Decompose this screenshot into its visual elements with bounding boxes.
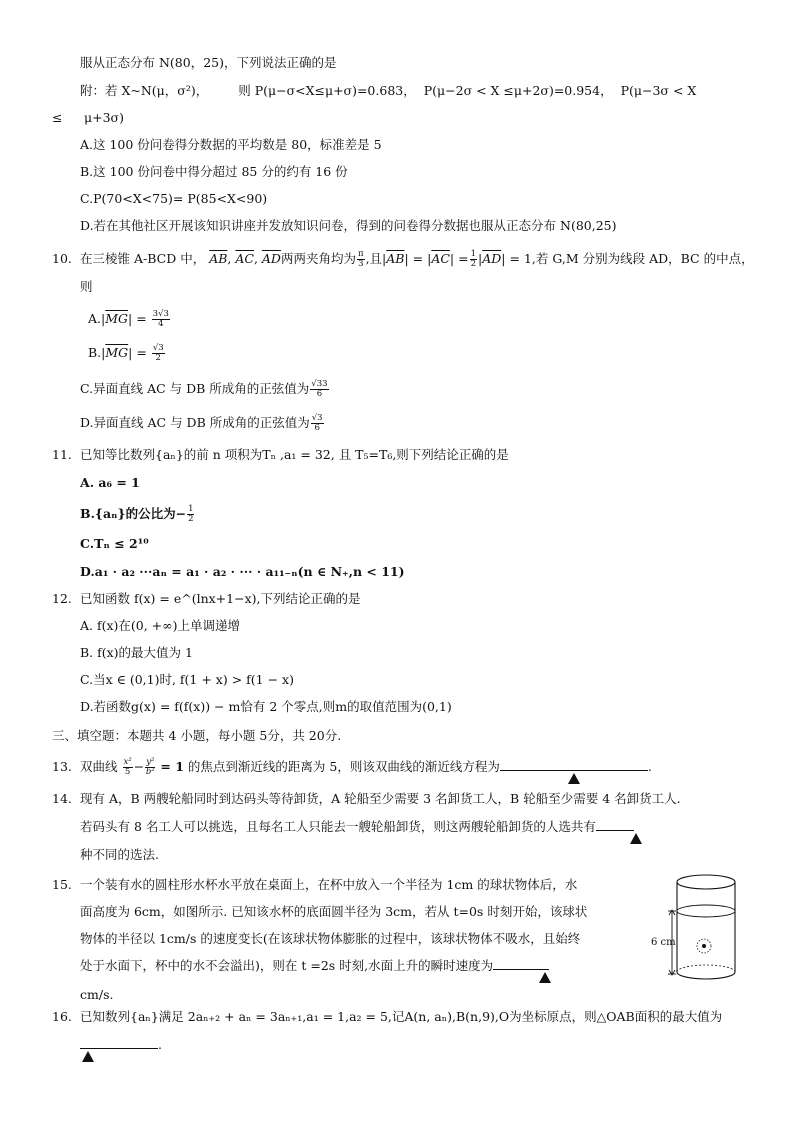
q12-stem: 已知函数 f(x) = e^(lnx+1−x),下列结论正确的是 [80,591,361,606]
q9-note-cont: μ+3σ) [84,110,124,125]
vector-ad: $\overline{AD}$ [261,251,281,266]
q10-stem: 在三棱锥 A-BCD 中， $\overline{AB}$, $\overline{AC}$, $\overline{AD}$两两夹角均为 $\frac{\pi}{3}$ ,且$|\overline{AB}| = |\overline{AC}|$ = $\frac{1}{2}$ $|\overline{AD}| = 1$,若 G,M 分别为线段 AD，BC 的中点， [80,249,754,269]
q9-option-d: D.若在其他社区开展该知识讲座并发放知识问卷，得到的问卷得分数据也服从正态分布 N(80,25) [80,218,617,233]
vector-ab: $\overline{AB}$ [209,251,228,266]
q11-option-a: A. a₆ = 1 [80,475,140,490]
q11-number: 11. [52,447,72,462]
q15-line3: 物体的半径以 1cm/s 的速度变长(在该球状物体膨胀的过程中，该球状物体不吸水，且始终 [80,931,581,946]
q10-option-a: $A.|\overline{MG}|$ = $\frac{3√3}{4}$ [88,309,169,329]
section-heading: 三、填空题：本题共 4 小题，每小题 5分，共 20分. [52,728,342,743]
q9-option-b: B.这 100 份问卷中得分超过 85 分的约有 16 份 [80,164,348,179]
q16-line2: . [80,1036,162,1054]
q13-number: 13. [52,759,72,774]
q11-option-c: C.Tₙ ≤ 2¹⁰ [80,536,149,551]
q14-number: 14. [52,791,72,806]
q9-note: 附：若 X~N(μ，σ²)， 则 P(μ−σ<X≤μ+σ)=0.683， P(μ−2σ < X ≤μ+2σ)=0.954， P(μ−3σ < X [80,83,697,98]
q16-answer-blank [80,1048,158,1049]
figure-height-label: 6 cm [651,937,676,948]
q10-option-c: C.异面直线 AC 与 DB 所成角的正弦值为 $\frac{√33}{6}$ [80,379,328,399]
q13-stem: 双曲线 $\frac{\text{x²}}{5}$ − $\frac{\text{y²}}{\text{b²}}$ = 1 的焦点到渐近线的距离为 5，则该双曲线的渐近线方程为 . [80,758,652,777]
q12-number: 12. [52,591,72,606]
q15-line5: cm/s. [80,987,114,1002]
q10-then: 则 [80,279,93,294]
q12-option-c: C.当x ∈ (0,1)时, f(1 + x) > f(1 − x) [80,672,294,687]
q12-option-b: B. f(x)的最大值为 1 [80,645,193,660]
vector-ac: $\overline{AC}$ [235,251,254,266]
q9-option-a: A.这 100 份问卷得分数据的平均数是 80，标准差是 5 [80,137,382,152]
q10-number: 10. [52,251,72,266]
q15-line2: 面高度为 6cm，如图所示. 已知该水杯的底面圆半径为 3cm，若从 t=0s 时刻开始，该球状 [80,904,588,919]
triangle-marker-icon [630,833,642,844]
q14-answer-blank [596,830,634,831]
triangle-marker-icon [568,773,580,784]
q10-option-d: D.异面直线 AC 与 DB 所成角的正弦值为 $\frac{√3}{6}$ [80,413,323,433]
q15-line4: 处于水面下，杯中的水不会溢出)，则在 t =2s 时刻,水面上升的瞬时速度为 [80,957,549,975]
q13-answer-blank [500,770,648,771]
triangle-marker-icon [82,1051,94,1062]
q15-line1: 一个装有水的圆柱形水杯水平放在桌面上，在杯中放入一个半径为 1cm 的球状物体后，水 [80,877,578,892]
q9-note-le: ≤ [52,110,63,125]
q14-line3: 种不同的选法. [80,847,159,862]
q12-option-a: A. f(x)在(0, +∞)上单调递增 [80,618,240,633]
q14-line1: 现有 A，B 两艘轮船同时到达码头等待卸货，A 轮船至少需要 3 名卸货工人，B 轮船至少需要 4 名卸货工人. [80,791,681,806]
triangle-marker-icon [539,972,551,983]
q15-number: 15. [52,877,72,892]
q9-stem: 服从正态分布 N(80，25)，下列说法正确的是 [80,55,337,70]
q16-number: 16. [52,1009,72,1024]
q11-option-d: D.a₁ · a₂ ···aₙ = a₁ · a₂ · ··· · a₁₁₋ₙ(n ∈ N₊,n < 11) [80,564,405,579]
q12-option-d: D.若函数g(x) = f(f(x)) − m恰有 2 个零点,则m的取值范围为(0,1) [80,699,452,714]
q16-line1: 已知数列{aₙ}满足 2aₙ₊₂ + aₙ = 3aₙ₊₁,a₁ = 1,a₂ = 5,记A(n, aₙ),B(n,9),O为坐标原点，则△OAB面积的最大值为 [80,1009,723,1024]
q15-answer-blank [493,969,549,970]
q10-option-b: $B.|\overline{MG}|$ = $\frac{√3}{2}$ [88,343,164,363]
cylinder-cup-figure [648,868,744,988]
q11-stem: 已知等比数列{aₙ}的前 n 项积为Tₙ ,a₁ = 32, 且 T₅=T₆,则下列结论正确的是 [80,447,509,462]
q9-option-c: C.P(70<X<75)= P(85<X<90) [80,191,268,206]
q11-option-b: B.{aₙ}的公比为− $\frac{1}{2}$ [80,504,194,524]
q14-line2: 若码头有 8 名工人可以挑选，且每名工人只能去一艘轮船卸货，则这两艘轮船卸货的人选共有 [80,818,634,836]
